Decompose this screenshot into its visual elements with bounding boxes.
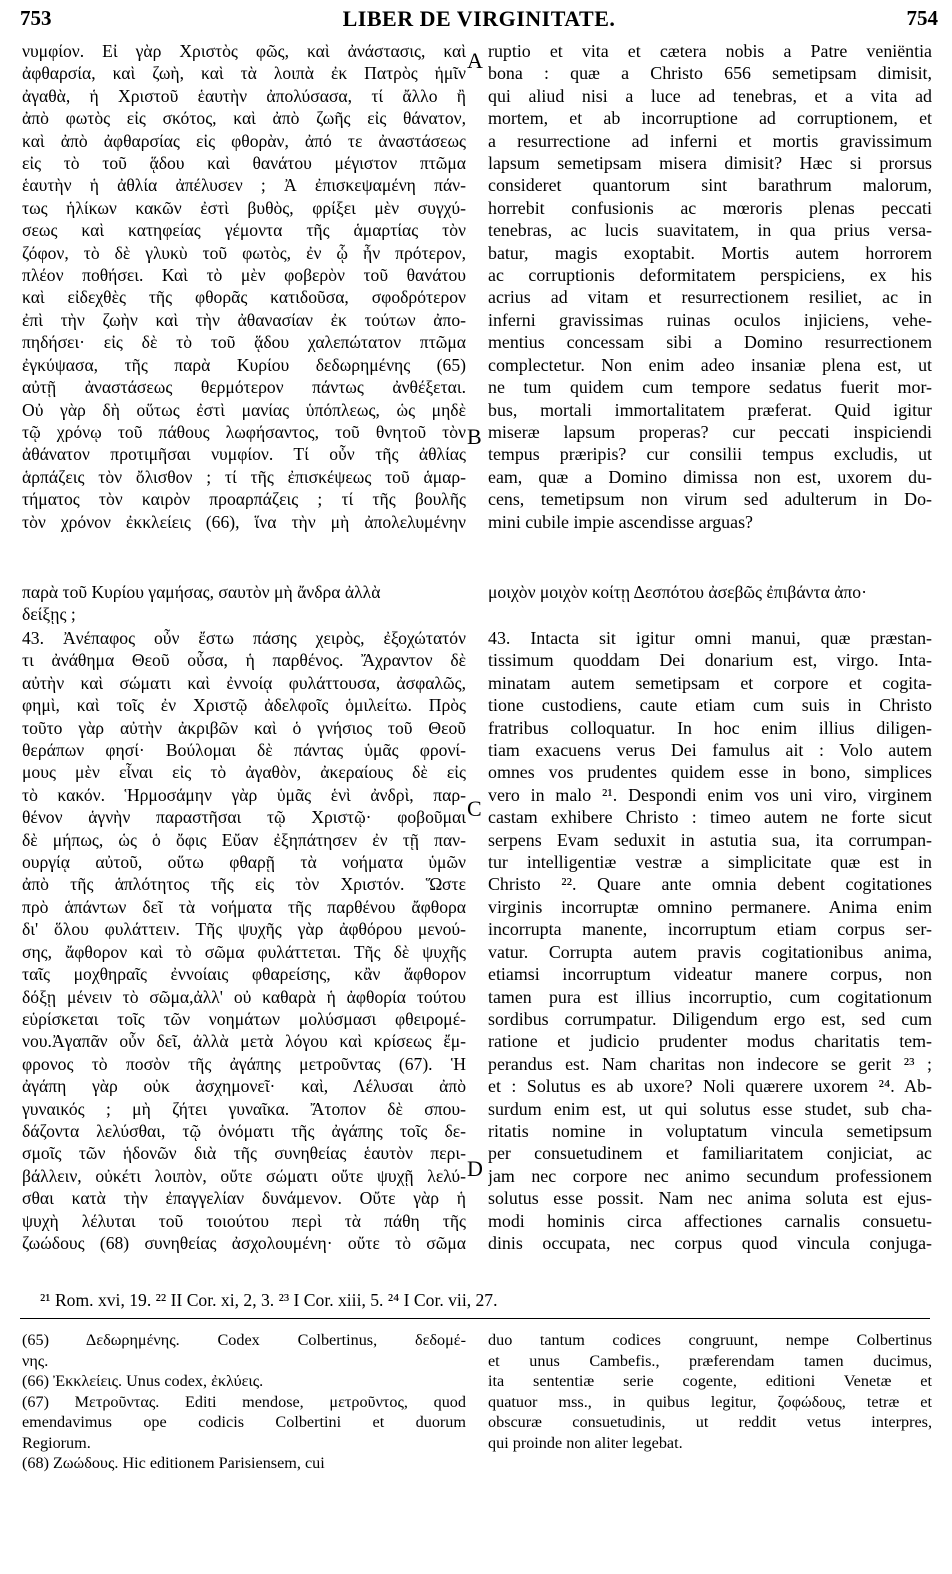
latin-text-line: mortem, et ab incorruptione ad corruptionem, et <box>488 108 932 129</box>
greek-text-line: μους μὲν εἶναι εἰς τὸ ἀγαθὸν, ἀκεραίους δὲ εἰς <box>22 762 466 783</box>
latin-text-line: etiamsi incorruptum videatur manere corpus, non <box>488 964 932 985</box>
greek-text-line: ἑαυτὴν ἡ ἀθλία ἀπέλυσεν ; Ἀ ἐπισκεψαμένη πάν- <box>22 175 466 196</box>
latin-text-line: solutus esse possit. Nam nec anima soluta est ejus- <box>488 1188 932 1209</box>
footnote-line: et unus Cambefis., præferendam tamen ducimus, <box>488 1351 932 1370</box>
latin-text-line: omnes vos prudentes quidem esse in bono, simplices <box>488 762 932 783</box>
latin-text-line: tenebras, ac lucis suavitatem, in qua prius versa- <box>488 220 932 241</box>
latin-text-line: batur, magis exoptabit. Mortis autem horrorem <box>488 242 932 263</box>
latin-text-line: virginis incorruptæ omnino permanere. Anima enim <box>488 896 932 917</box>
greek-text-line: δὲ μήπως, ὡς ὁ ὄφις Εὔαν ἐξηπάτησεν ἐν τῇ παν- <box>22 829 466 850</box>
latin-text-line: consideret quantorum sint barathrum malorum, <box>488 175 932 196</box>
latin-text-line: surdum enim est, ut qui solutus esse studet, sub cha- <box>488 1098 932 1119</box>
greek-text-line: βάλλειν, οὐκέτι λοιπὸν, οὔτε σώματι οὔτε ψυχῇ λελύ- <box>22 1165 466 1186</box>
greek-text-line: ἀθάνατον προτιμῆσαι νυμφίον. Τί οὖν τῆς ἀθλίας <box>22 444 466 465</box>
footnote-line: (68) Ζωώδους. Hic editionem Parisiensem, cui <box>22 1454 325 1472</box>
greek-text-line: καὶ ἀπὸ ἀφθαρσίας εἰς φθορὰν, ἀπό τε ἀναστάσεως <box>22 130 466 151</box>
greek-text-line: ἀπὸ τῆς ἁπλότητος τῆς εἰς τὸν Χριστόν. Ὥστε <box>22 874 466 895</box>
latin-text-line: sordibus corrumpatur. Diligendum ergo est, sed cum <box>488 1008 932 1029</box>
latin-text-line: acrius ad vitam et resurrectionem resiliet, ac in <box>488 287 932 308</box>
page-header <box>20 6 938 38</box>
greek-text-line: εὑρίσκεται τοῖς τῶν νοημάτων μολύσμασι φθειρομέ- <box>22 1008 466 1029</box>
margin-marker-d: D <box>467 1156 483 1181</box>
greek-text-line: δόξῃ μένειν τὸ σῶμα,ἀλλ' οὐ καθαρὰ ἡ ἀφθορία τούτου <box>22 986 466 1007</box>
latin-text-line: minatam autem semetipsam et corpore et cogita- <box>488 672 932 693</box>
greek-text-line: δάζοντα λελύσθαι, τῷ ὀνόματι τῆς ἀγάπης τοῖς δε- <box>22 1120 466 1141</box>
margin-marker-b: B <box>467 424 482 449</box>
latin-text-line: perandus est. Nam charitas non indecore se gerit ²³ ; <box>488 1053 932 1074</box>
footnote-line: νης. <box>22 1351 49 1370</box>
greek-text-line: Οὐ γὰρ δὴ οὕτως ἐστὶ μανίας ὑπόπλεως, ὡς μηδὲ <box>22 399 466 420</box>
latin-text-line: modi hominis circa affectiones carnalis consuetu- <box>488 1210 932 1231</box>
footnote-line: (66) Ἐκκλείεις. Unus codex, ἐκλύεις. <box>22 1372 264 1390</box>
greek-text-line: ἀγάπη γὰρ οὐκ ἀσχημονεῖ· καὶ, Λέλυσαι ἀπὸ <box>22 1076 466 1097</box>
latin-text-line: a resurrectione ad inferni et mortis gravissimum <box>488 130 932 151</box>
greek-text-line: τι ἀνάθημα Θεοῦ οὖσα, ἡ παρθένος. Ἄχραντον δὲ <box>22 650 466 671</box>
latin-text-line: vatur. Corrupta autem pravis cogitationibus anima, <box>488 941 932 962</box>
greek-column-bottom <box>22 627 466 1254</box>
latin-text-line: tione custodiens, caute etiam cum suis in Christo <box>488 695 932 716</box>
footnote-line: Regiorum. <box>22 1433 91 1452</box>
latin-text-line: ac corruptionis deformitatem perspiciens, ex his <box>488 265 932 286</box>
greek-text-line: θεράπων φησί· Βούλομαι δὲ πάντας ὑμᾶς φρονί- <box>22 740 466 761</box>
greek-text-line: νυμφίον. Εἰ γὰρ Χριστὸς φῶς, καὶ ἀνάστασις, καὶ <box>22 41 466 61</box>
greek-text-line: αὐτὴν καὶ σώματι καὶ ἐννοίᾳ φυλάττουσα, ἀσφαλῶς, <box>22 672 466 693</box>
greek-text-line: ζόφον, τὸ δὲ γλυκὺ τοῦ φωτὸς, ἐν ᾧ ἦν πρότερον, <box>22 242 466 263</box>
margin-marker-c: C <box>467 796 482 821</box>
greek-text-line: ἐγκύψασα, τῆς παρὰ Κυρίου δεδωρημένης (65) <box>22 354 466 375</box>
footnote-line: (67) Μετροῦντας. Editi mendose, μετροῦντος, quod <box>22 1392 466 1411</box>
latin-text-line: lapsum semetipsam misera dimisit? Hæc si prorsus <box>488 153 932 174</box>
greek-text-line: ἁρπάζεις τὸν ὄλισθον ; τί τῆς ἐπισκέψεως τοῦ ἁμαρ- <box>22 466 466 487</box>
greek-text-line: ζωώδους (68) συνηθείας ἀσχολουμένη· οὔτε τὸ σῶμα <box>22 1232 466 1253</box>
greek-text-line: φρονος τὸ ποσὸν τῆς ἀγάπης μετροῦντας (67). Ἡ <box>22 1053 466 1074</box>
page-number-left: 753 <box>20 6 52 30</box>
greek-text-line: πρὸ ἁπάντων δεῖ τὰ νοήματα τῆς παρθένου ἄφθορα <box>22 896 466 917</box>
greek-text-line: νου.Ἀγαπᾶν οὖν δεῖ, ἀλλὰ μετὰ λόγου καὶ κρίσεως ἔμ- <box>22 1031 466 1052</box>
latin-text-line: cens, temetipsum non virum sed adulterum in Do- <box>488 489 932 510</box>
latin-text-line: qui aliud nisi a luce ad tenebras, et a vita ad <box>488 85 932 106</box>
latin-text-line: incorrupta manente, incorruptum etiam corpus ser- <box>488 919 932 940</box>
latin-text-line: mentius concessam sibi a Domino resurrectionem <box>488 332 932 353</box>
greek-text-line: τῷ χρόνῳ τοῦ πάθους λωφήσαντος, τοῦ θνητοῦ τὸν <box>22 421 466 442</box>
greek-tail-line: δείξῃς ; <box>22 604 76 624</box>
margin-marker-a: A <box>467 48 483 73</box>
greek-text-line: θένον ἁγνὴν παραστῆσαι τῷ Χριστῷ· φοβοῦμαι <box>22 807 466 828</box>
latin-text-line: Christo ²². Quare ante omnia debent cogitationes <box>488 874 932 895</box>
latin-text-line: dinis occupata, nec corpus quod vincula conjuga- <box>488 1232 932 1253</box>
greek-text-line: φημὶ, καὶ τοῖς ἐν Χριστῷ ἀδελφοῖς ὁμιλείτω. Πρὸς <box>22 695 466 716</box>
footnotes-left <box>22 1330 466 1474</box>
latin-text-line: inferni gravissimas ruinas oculos injiciens, vehe- <box>488 309 932 330</box>
greek-text-line: ψυχὴ λέλυται τοῦ τοιούτου περὶ τὰ πάθη τῆς <box>22 1210 466 1231</box>
footnote-line: quatuor mss., in quibus legitur, ζοφώδους, tetræ et <box>488 1392 932 1411</box>
greek-text-line: ουργίᾳ αὐτοῦ, οὕτω φθαρῇ τὰ νοήματα ὑμῶν <box>22 852 466 873</box>
running-title: LIBER DE VIRGINITATE. <box>342 6 616 31</box>
greek-text-line: τὸν χρόνον ἐκκλείεις (66), ἵνα τὴν μὴ ἀπολελυμένην <box>22 511 466 532</box>
footnote-line: (65) Δεδωρημένης. Codex Colbertinus, δεδομέ- <box>22 1331 466 1349</box>
footnote-line: obscuræ consuetudinis, ut reddit vetus interpres, <box>488 1413 932 1431</box>
latin-column-bottom <box>488 627 932 1254</box>
page-number-right: 754 <box>906 6 938 30</box>
latin-text-line: eam, quæ a Domino dimissa non est, uxorem du- <box>488 466 932 487</box>
latin-text-line: miseræ lapsum properas? cur peccati inspiciendi <box>488 421 932 442</box>
greek-text-line: 43. Ἀνέπαφος οὖν ἔστω πάσης χειρὸς, ἐξοχώτατόν <box>22 628 466 648</box>
greek-text-line: ταῖς μοχθηραῖς ἐννοίαις φθαρείσης, κἂν ἄφθορον <box>22 964 466 985</box>
greek-text-line: καὶ εἰδεχθὲς τῆς φθορᾶς κατιδοῦσα, σφοδρότερον <box>22 287 466 308</box>
latin-text-line: jam nec corpore nec animo secundum professionem <box>488 1165 932 1186</box>
greek-text-line: σης, ἄφθορον καὶ τὸ σῶμα φυλάττεται. Τῆς δὲ ψυχῆς <box>22 941 466 962</box>
latin-column-top <box>488 40 932 533</box>
latin-text-line: 43. Intacta sit igitur omni manui, quæ præstan- <box>488 628 932 648</box>
bridge-latin-text: μοιχὸν μοιχὸν κοίτῃ Δεσπότου ἀσεβῶς ἐπιβάντα ἀπο· <box>488 582 867 602</box>
latin-text-line: horrebit confusionis ac mœroris plenas peccati <box>488 197 932 218</box>
greek-text-line: τως ἡλίκων κακῶν ἐστὶ βυθὸς, φρίξει μὲν συγχύ- <box>22 197 466 218</box>
footnote-rule <box>20 1318 930 1319</box>
greek-text-line: ἀπὸ φωτὸς εἰς σκότος, καὶ ἀπὸ ζωῆς εἰς θάνατον, <box>22 108 466 129</box>
greek-text-line: ἐπὶ τὴν ζωὴν καὶ τὴν ἀθανασίαν ἐκ τούτων ἀπο- <box>22 309 466 330</box>
greek-text-line: σμοῖς τῶν ἡδονῶν διὰ τῆς συνηθείας ἑαυτὸν περι- <box>22 1143 466 1164</box>
greek-text-line: πηδήσει· εἰς δὲ τὸ τοῦ ᾅδου χαλεπώτατον πτῶμα <box>22 332 466 353</box>
footnote-line: duo tantum codices congruunt, nempe Colbertinus <box>488 1331 932 1349</box>
latin-text-line: tempus præripis? cur consilii tempus excludis, ut <box>488 444 932 465</box>
latin-text-line: ne tum quidem cum tempore sedatus fuerit mor- <box>488 377 932 398</box>
greek-text-line: ἀγαθὰ, ἡ Χριστοῦ ἑαυτὴν ἀπολύσασα, τί ἄλλο ἢ <box>22 85 466 106</box>
greek-text-line: τοῦτο γὰρ αὐτὴν ἀκριβῶν καὶ ὁ γνήσιος τοῦ Θεοῦ <box>22 717 466 738</box>
latin-text-line: bona : quæ a Christo 656 semetipsam dimisit, <box>488 63 932 84</box>
greek-column-top <box>22 40 466 533</box>
greek-text-line: πλέον ποθήσει. Καὶ τὸ μὲν φοβερὸν τοῦ θανάτου <box>22 265 466 286</box>
latin-text-line: tissimum quoddam Dei donarium est, virgo. Inta- <box>488 650 932 671</box>
greek-text-line: γυναικός ; μὴ ζήτει γυναῖκα. Ἄτοπον δὲ σπου- <box>22 1098 466 1119</box>
greek-text-line: ἀφθαρσία, καὶ ζωὴ, καὶ τὰ λοιπὰ ἐκ Πατρὸς ἡμῖν <box>22 63 466 84</box>
latin-text-line: vero in malo ²¹. Despondi enim vos uni viro, virginem <box>488 784 932 805</box>
greek-text-line: σθαι κατὰ τὴν ἐπαγγελίαν δυνάμενον. Οὔτε γὰρ ἡ <box>22 1188 466 1209</box>
greek-text-line: σεως καὶ κατηφείας γέμοντα τῆς ἁμαρτίας τὸν <box>22 220 466 241</box>
greek-tail <box>22 603 466 625</box>
scripture-references: ²¹ Rom. xvi, 19. ²² II Cor. xi, 2, 3. ²³ I Cor. xiii, 5. ²⁴ I Cor. vii, 27. <box>40 1290 498 1310</box>
latin-text-line: ruptio et vita et cætera nobis a Patre veniëntia <box>488 41 932 61</box>
footnote-line: emendavimus ope codicis Colbertini et duorum <box>22 1413 466 1431</box>
latin-text-line: serpens Evam seduxit in astutia sua, ita corrumpan- <box>488 829 932 850</box>
footnotes-right <box>488 1330 932 1453</box>
latin-text-line: fratribus colloquatur. In hoc enim illius diligen- <box>488 717 932 738</box>
latin-text-line: complectetur. Non enim adeo insaniæ plena est, ut <box>488 354 932 375</box>
greek-text-line: τήματος τὸν καιρὸν προαρπάζεις ; τί τῆς βουλῆς <box>22 489 466 510</box>
latin-text-line: et : Solutus es ab uxore? Noli quærere uxorem ²⁴. Ab- <box>488 1076 932 1097</box>
footnote-line: qui proinde non aliter legebat. <box>488 1433 683 1452</box>
bridge-greek-text: παρὰ τοῦ Κυρίου γαμήσας, σαυτὸν μὴ ἄνδρα ἀλλὰ <box>22 582 381 602</box>
latin-text-line: ritatis nomine in voluptatum vincula semetipsum <box>488 1120 932 1141</box>
latin-text-line: bus, mortali immortalitatem præferat. Quid igitur <box>488 399 932 420</box>
latin-text-line: castam exhibere Christo : timeo autem ne forte sicut <box>488 807 932 828</box>
latin-text-line: tiam exacuens verus Dei famulus ait : Volo autem <box>488 740 932 761</box>
greek-text-line: αὐτῇ ἀναστάσεως θερμότερον πάντως ἀνθέξεται. <box>22 377 466 398</box>
greek-text-line: δι' ὅλου φυλάττειν. Τῆς ψυχῆς γὰρ ἀφθόρου μενού- <box>22 919 466 940</box>
greek-text-line: τὸ κακόν. Ἡρμοσάμην γὰρ ὑμᾶς ἑνὶ ἀνδρὶ, παρ- <box>22 784 466 805</box>
latin-text-line: mini cubile impie ascendisse arguas? <box>488 511 753 532</box>
latin-text-line: tamen pura est illius incorruptio, cum cogitationum <box>488 986 932 1007</box>
greek-text-line: εἰς τὸ τοῦ ᾅδου καὶ θανάτου μέγιστον πτῶμα <box>22 153 466 174</box>
latin-text-line: tur intelligentiæ vestræ a simplicitate quæ est in <box>488 852 932 873</box>
latin-text-line: per consuetudinem et familiaritatem conjiciat, ac <box>488 1143 932 1164</box>
footnote-line: ita sententiæ serie cogente, editioni Venetæ et <box>488 1372 932 1390</box>
latin-text-line: ratione et judicio prudenter modus charitatis tem- <box>488 1031 932 1052</box>
